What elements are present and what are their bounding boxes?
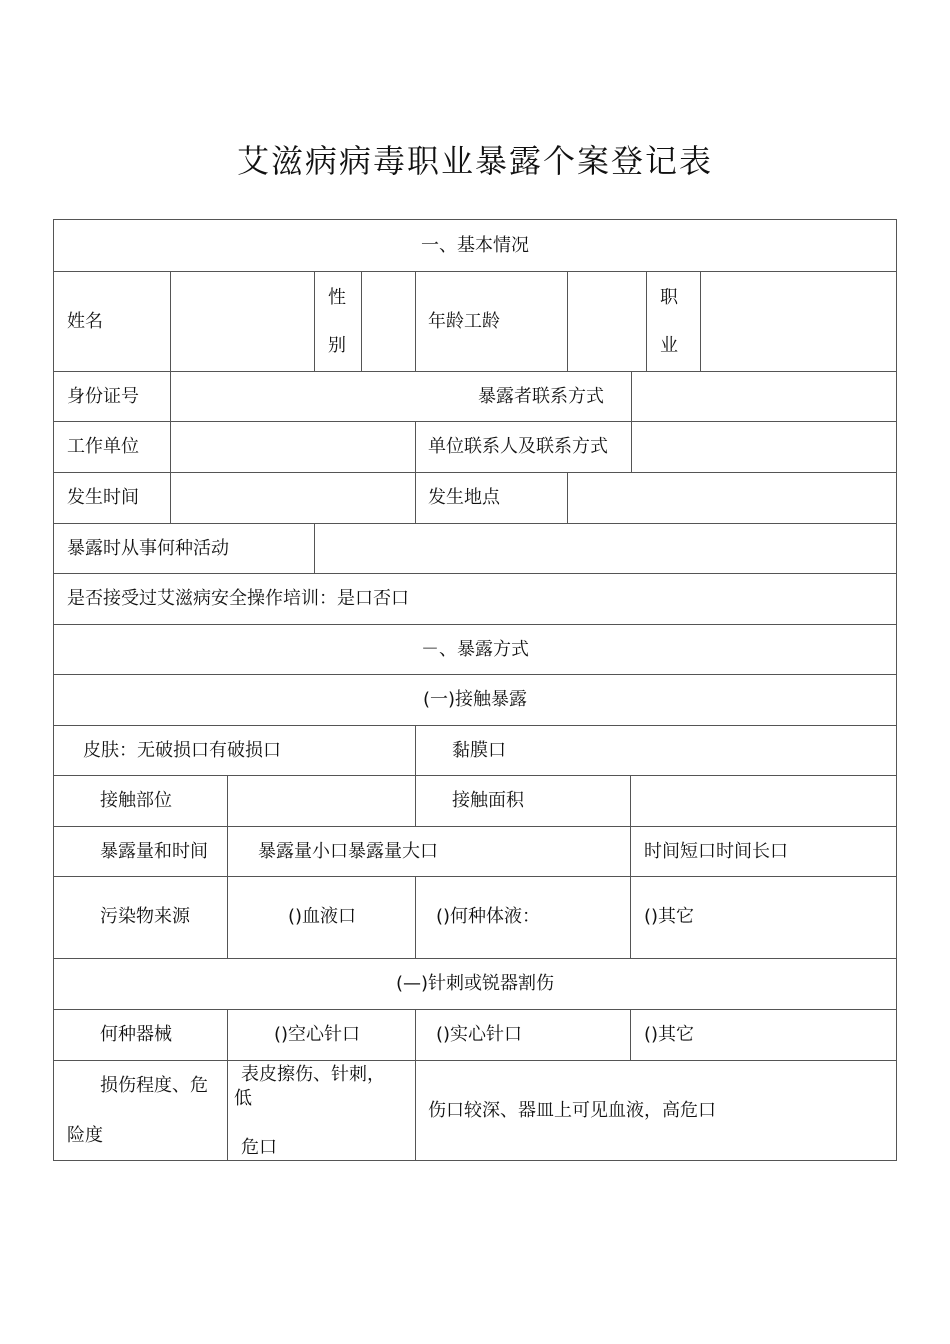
column-divider	[646, 271, 647, 371]
gender-label: 别	[328, 335, 346, 356]
row-divider	[53, 826, 897, 827]
exposure-amount-label: 暴露量和时间	[100, 841, 208, 862]
column-divider	[361, 271, 362, 371]
column-divider	[567, 472, 568, 523]
column-divider	[631, 421, 632, 472]
row-divider	[53, 1009, 897, 1010]
column-divider	[170, 472, 171, 523]
contact-site-label: 接触部位	[100, 790, 172, 811]
column-divider	[415, 472, 416, 523]
row-divider	[53, 674, 897, 675]
training-question: 是否接受过艾滋病安全操作培训：是口否口	[67, 588, 409, 609]
row-divider	[53, 472, 897, 473]
column-divider	[314, 271, 315, 371]
hollow-needle-option: ()空心针口	[274, 1024, 361, 1045]
column-divider	[415, 876, 416, 958]
row-divider	[53, 523, 897, 524]
workplace-label: 工作单位	[67, 436, 139, 457]
high-risk-option: 伤口较深、器皿上可见血液，高危口	[428, 1100, 716, 1121]
exposed-contact-label: 暴露者联系方式	[478, 386, 604, 407]
row-divider	[53, 271, 897, 272]
row-divider	[53, 876, 897, 877]
low-risk-option: 危口	[241, 1137, 277, 1158]
column-divider	[415, 1009, 416, 1161]
name-label: 姓名	[67, 311, 103, 332]
occurrence-place-label: 发生地点	[428, 487, 500, 508]
section-heading-exposure-mode: －、暴露方式	[421, 639, 529, 660]
low-risk-option: 表皮擦伤、针刺，	[241, 1064, 385, 1085]
injury-severity-label: 险度	[67, 1125, 103, 1146]
solid-needle-option: ()实心针口	[436, 1024, 523, 1045]
contaminant-source-label: 污染物来源	[100, 906, 190, 927]
source-blood-option: ()血液口	[288, 906, 357, 927]
row-divider	[53, 624, 897, 625]
skin-options: 皮肤：无破损口有破损口	[83, 740, 281, 761]
column-divider	[415, 725, 416, 775]
column-divider	[630, 775, 631, 958]
column-divider	[170, 271, 171, 371]
mucosa-option: 黏膜口	[452, 740, 506, 761]
column-divider	[415, 421, 416, 472]
exposure-amount-options: 暴露量小口暴露量大口	[258, 841, 438, 862]
column-divider	[227, 1009, 228, 1161]
column-divider	[415, 775, 416, 826]
row-divider	[53, 371, 897, 372]
column-divider	[314, 523, 315, 573]
column-divider	[630, 1009, 631, 1060]
gender-label: 性	[328, 287, 346, 308]
occurrence-time-label: 发生时间	[67, 487, 139, 508]
row-divider	[53, 725, 897, 726]
row-divider	[53, 775, 897, 776]
occupation-label: 职	[660, 287, 678, 308]
row-divider	[53, 421, 897, 422]
column-divider	[170, 421, 171, 472]
id-number-label: 身份证号	[67, 386, 139, 407]
column-divider	[631, 371, 632, 421]
low-risk-option: 低	[234, 1088, 252, 1109]
column-divider	[170, 371, 171, 421]
occupation-label: 业	[660, 335, 678, 356]
column-divider	[567, 271, 568, 371]
contact-area-label: 接触面积	[452, 790, 524, 811]
row-divider	[53, 573, 897, 574]
device-type-label: 何种器械	[100, 1024, 172, 1045]
source-body-fluid-option: ()何种体液：	[436, 906, 541, 927]
age-seniority-label: 年龄工龄	[428, 311, 500, 332]
page-title: 艾滋病病毒职业暴露个案登记表	[236, 142, 713, 180]
column-divider	[415, 271, 416, 371]
activity-label: 暴露时从事何种活动	[67, 538, 229, 559]
subsection-heading-contact: (一)接触暴露	[422, 689, 528, 710]
exposure-time-options: 时间短口时间长口	[644, 841, 788, 862]
section-heading-basic-info: 一、基本情况	[421, 235, 529, 256]
row-divider	[53, 958, 897, 959]
row-divider	[53, 1060, 897, 1061]
device-other-option: ()其它	[644, 1024, 695, 1045]
column-divider	[227, 775, 228, 958]
source-other-option: ()其它	[644, 906, 695, 927]
injury-severity-label: 损伤程度、危	[100, 1075, 208, 1096]
column-divider	[700, 271, 701, 371]
subsection-heading-needlestick: (—)针刺或锐器割伤	[395, 973, 555, 994]
unit-contact-label: 单位联系人及联系方式	[428, 436, 608, 457]
